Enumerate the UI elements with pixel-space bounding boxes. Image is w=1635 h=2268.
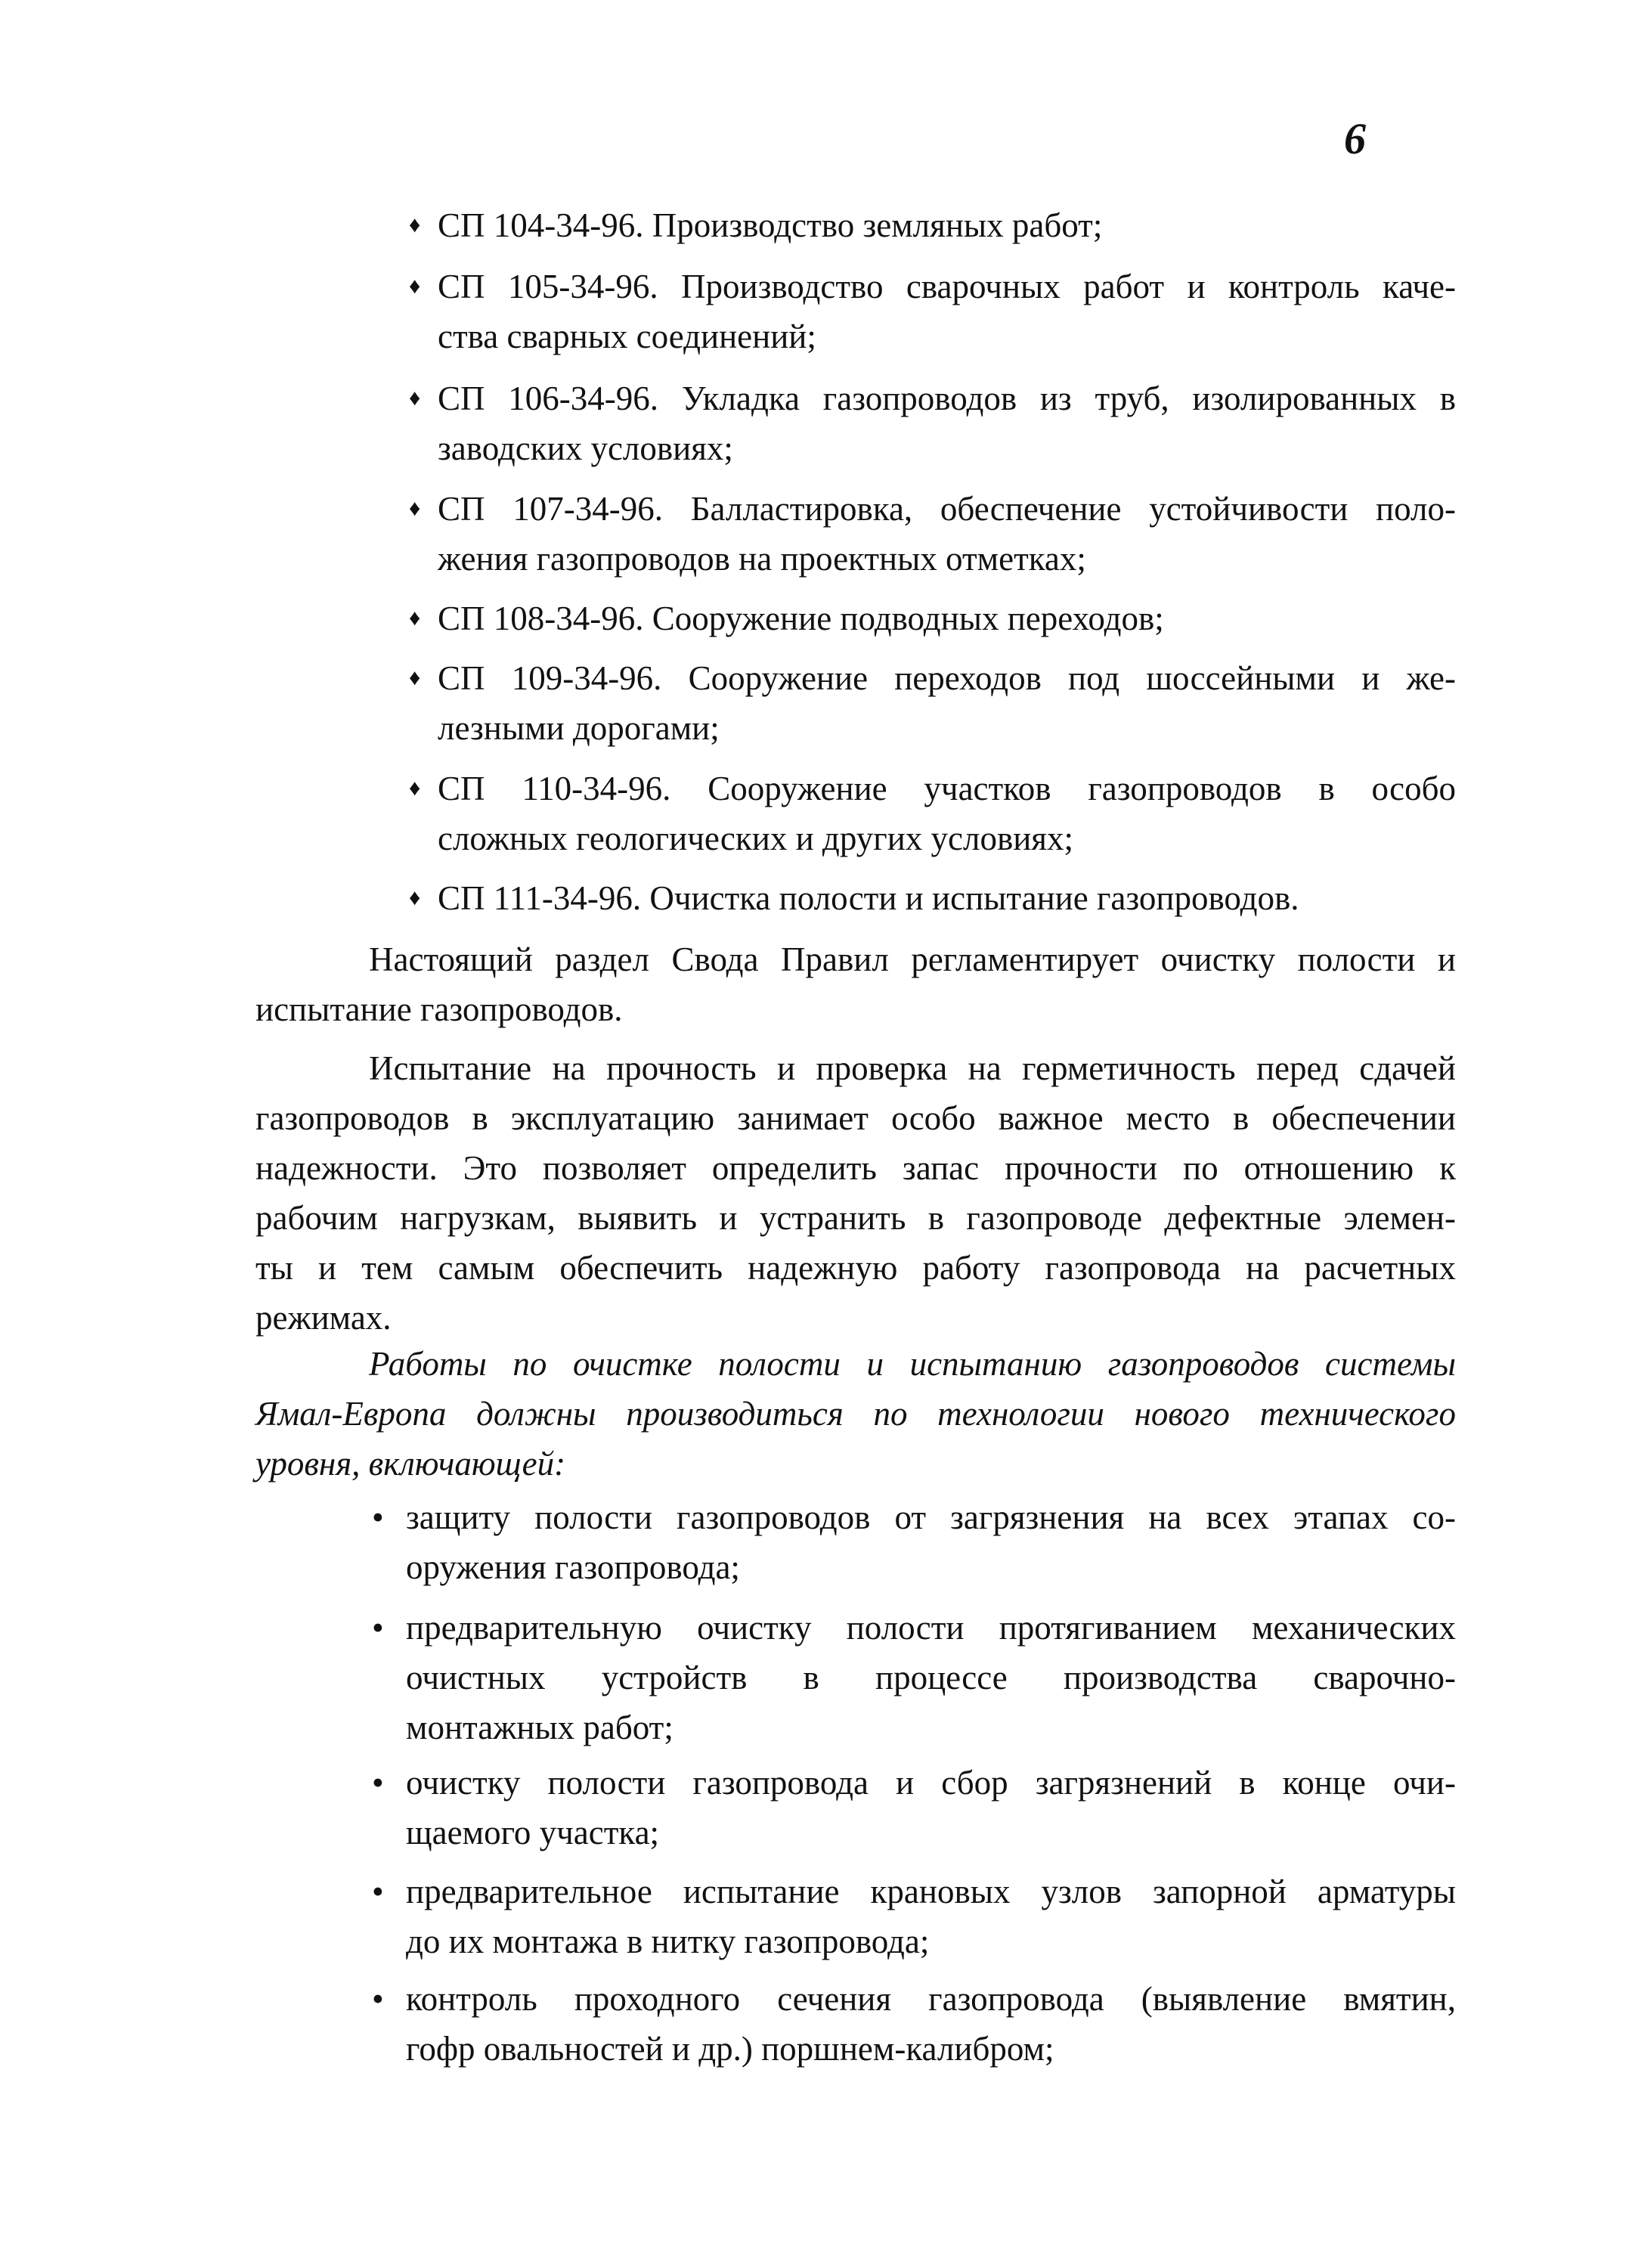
text-line: испытание газопроводов. xyxy=(255,990,623,1028)
item-text xyxy=(438,653,1456,753)
text-line: ты и тем самым обеспечить надежную работу газопровода на расчетных xyxy=(255,1249,1456,1287)
diamond-bullet-icon: ♦ xyxy=(409,885,421,910)
diamond-bullet-icon: ♦ xyxy=(409,274,421,299)
dot-bullet-icon: • xyxy=(372,1980,384,2018)
diamond-bullet-icon: ♦ xyxy=(409,212,421,237)
text-line: оружения газопровода; xyxy=(406,1548,740,1586)
text-line: сложных геологических и других условиях; xyxy=(438,820,1073,857)
text-line: предварительную очистку полости протягиванием механических xyxy=(406,1609,1456,1647)
body-paragraph xyxy=(255,1043,1456,1343)
page-number: 6 xyxy=(1344,114,1366,163)
text-line: щаемого участка; xyxy=(406,1814,660,1851)
text-line: СП 108-34-96. Сооружение подводных переходов; xyxy=(438,600,1164,637)
item-text xyxy=(438,484,1456,584)
diamond-bullet-icon: ♦ xyxy=(409,776,421,801)
body-paragraph xyxy=(255,934,1456,1034)
text-line: СП 106-34-96. Укладка газопроводов из труб, изолированных в xyxy=(438,380,1456,417)
intro-italic-paragraph xyxy=(255,1339,1456,1489)
dot-bullet-icon: • xyxy=(372,1764,384,1802)
item-text xyxy=(438,764,1456,863)
text-line: Работы по очистке полости и испытанию газопроводов системы xyxy=(369,1345,1456,1383)
text-line: Испытание на прочность и проверка на герметичность перед сдачей xyxy=(369,1049,1456,1087)
item-text xyxy=(406,1758,1456,1857)
text-line: очистных устройств в процессе производства сварочно- xyxy=(406,1659,1456,1696)
text-line: до их монтажа в нитку газопровода; xyxy=(406,1923,930,1960)
text-line: Настоящий раздел Свода Правил регламентирует очистку полости и xyxy=(369,940,1456,978)
item-text xyxy=(438,593,1456,643)
text-line: СП 111-34-96. Очистка полости и испытание газопроводов. xyxy=(438,879,1299,917)
text-line: газопроводов в эксплуатацию занимает особо важное место в обеспечении xyxy=(255,1099,1456,1137)
text-line: контроль проходного сечения газопровода (выявление вмятин, xyxy=(406,1980,1456,2018)
dot-bullet-icon: • xyxy=(372,1873,384,1910)
item-text xyxy=(406,1974,1456,2074)
text-line: очистку полости газопровода и сбор загрязнений в конце очи- xyxy=(406,1764,1456,1802)
diamond-bullet-icon: ♦ xyxy=(409,665,421,690)
text-line: СП 110-34-96. Сооружение участков газопроводов в особо xyxy=(438,770,1456,807)
text-line: монтажных работ; xyxy=(406,1709,674,1746)
item-text xyxy=(406,1867,1456,1966)
item-text xyxy=(438,200,1456,250)
text-line: гофр овальностей и др.) поршнем-калибром; xyxy=(406,2030,1054,2068)
text-line: уровня, включающей: xyxy=(255,1445,566,1483)
text-line: режимах. xyxy=(255,1299,392,1337)
item-text xyxy=(406,1492,1456,1592)
text-line: ства сварных соединений; xyxy=(438,318,816,355)
text-line: лезными дорогами; xyxy=(438,709,720,747)
diamond-bullet-icon: ♦ xyxy=(409,496,421,521)
dot-bullet-icon: • xyxy=(372,1609,384,1647)
text-line: рабочим нагрузкам, выявить и устранить в газопроводе дефектные элемен- xyxy=(255,1199,1456,1237)
text-line: заводских условиях; xyxy=(438,429,733,467)
item-text xyxy=(406,1603,1456,1752)
text-line: СП 107-34-96. Балластировка, обеспечение устойчивости поло- xyxy=(438,490,1456,528)
item-text xyxy=(438,373,1456,473)
text-line: надежности. Это позволяет определить запас прочности по отношению к xyxy=(255,1149,1456,1187)
item-text xyxy=(438,873,1456,923)
text-line: СП 105-34-96. Производство сварочных работ и контроль каче- xyxy=(438,268,1456,305)
dot-bullet-icon: • xyxy=(372,1498,384,1536)
text-line: СП 104-34-96. Производство земляных работ; xyxy=(438,206,1103,244)
text-line: предварительное испытание крановых узлов запорной арматуры xyxy=(406,1873,1456,1910)
text-line: защиту полости газопроводов от загрязнения на всех этапах со- xyxy=(406,1498,1456,1536)
diamond-bullet-icon: ♦ xyxy=(409,386,421,411)
item-text xyxy=(438,262,1456,361)
text-line: Ямал-Европа должны производиться по технологии нового технического xyxy=(255,1395,1456,1433)
diamond-bullet-icon: ♦ xyxy=(409,606,421,631)
text-line: СП 109-34-96. Сооружение переходов под шоссейными и же- xyxy=(438,659,1456,697)
text-line: жения газопроводов на проектных отметках; xyxy=(438,540,1086,578)
